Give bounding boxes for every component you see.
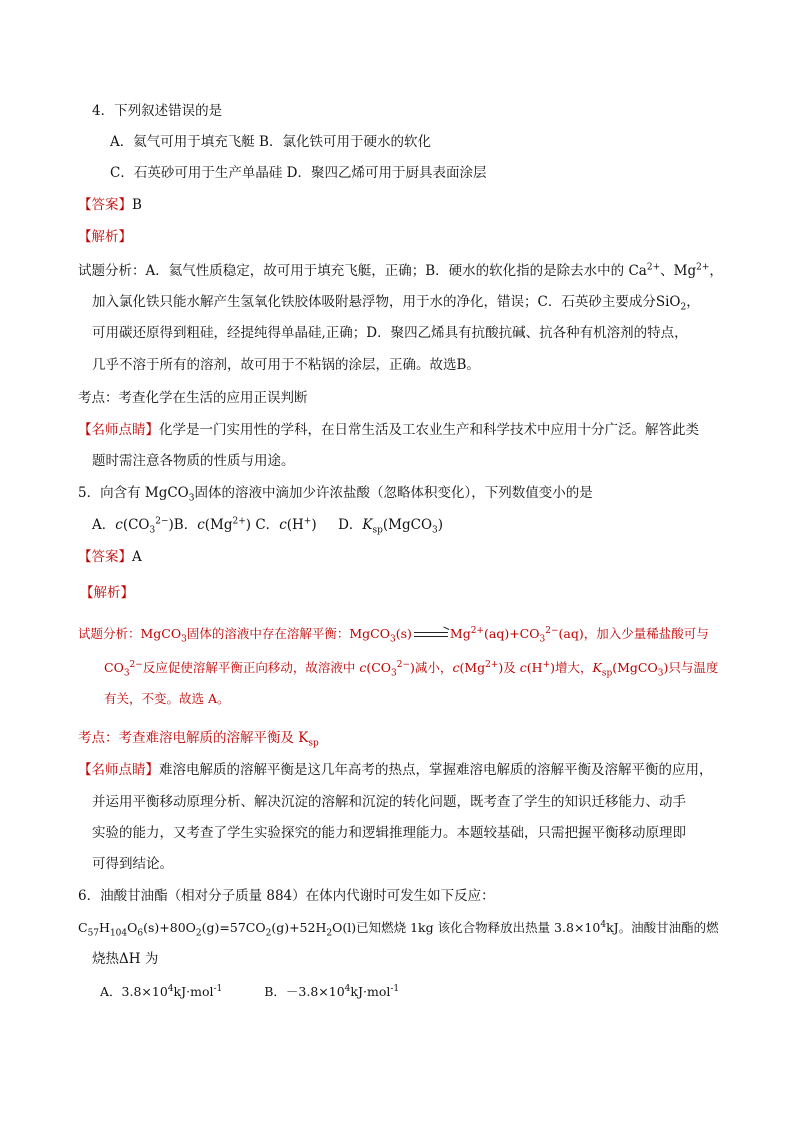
sub: sp [601,668,613,679]
text: )只与温度 [663,660,719,675]
q5-analysis-label: 【解析】 [80,585,134,601]
sup: 2− [155,516,169,527]
chemical-equation: $C_{57}H_{104}O_6(s)+80O_2(g)=57CO_2(g)+52H_2O(l)$ [78,920,357,939]
sup: + [303,516,312,527]
text: (H [526,660,543,675]
sup: 2+ [696,262,710,273]
q4-analysis-line-1 [78,262,723,280]
text: C． [251,517,280,533]
q5-teacher-line-1 [78,761,713,779]
text: (MgCO [382,517,433,533]
sub: 3 [657,668,664,679]
text: ， [686,294,700,310]
sup: -1 [390,983,400,994]
q5-answer [78,548,142,566]
sup: 2+ [470,625,484,636]
q6-stem: 6．油酸甘油酯（相对分子质量 884）在体内代谢时可发生如下反应： [78,888,495,904]
sup: + [542,659,551,670]
text: (H [286,517,304,533]
text: ) [311,517,317,533]
text: 5．向含有 MgCO [78,485,189,501]
teacher-label: 【名师点睛】 [78,762,159,778]
text: B．－3.8×10 [264,984,345,999]
text: )及 [498,660,520,675]
text: D． [338,517,363,533]
q6-equation-line [78,919,719,937]
q5-teacher-line-3: 实验的能力，又考查了学生实验探究的能力和逻辑推理能力。本题较基础，只需把握平衡移动原理即 [92,825,686,841]
sup: 2− [545,625,559,636]
text: 已知燃烧 1kg 该化合物释放出热量 3.8×10 [356,920,601,935]
q5-teacher-line-2: 并运用平衡移动原理分析、解决沉淀的溶解和沉淀的转化问题，既考查了学生的知识迁移能力、动手 [92,794,686,810]
q4-options-cd: C．石英砂可用于生产单晶硅 D．聚四乙烯可用于厨具表面涂层 [110,165,487,181]
text: K [362,517,373,533]
text: (aq)，加入少量稀盐酸可与 [558,626,709,641]
text: 考点：考查难溶电解质的溶解平衡及 K [78,730,309,746]
q6-line-2: 烧热ΔH 为 [92,951,159,967]
answer-value: B [132,197,142,213]
sub: 3 [432,525,438,536]
text: ) [437,517,444,533]
text: 难溶电解质的溶解平衡是这几年高考的热点，掌握难溶电解质的溶解平衡及溶解平衡的应用， [159,762,713,778]
text: A．3.8×10 [100,984,168,999]
text: 化学是一门实用性的学科，在日常生活及工农业生产和科学技术中应用十分广泛。解答此类 [159,422,699,438]
q5-kaodian [78,729,319,747]
text: 试题分析：MgCO [78,626,182,641]
q4-analysis-line-2 [92,293,700,311]
sup: 4 [600,919,607,930]
text: 试题分析：A．氦气性质稳定，故可用于填充飞艇，正确；B．硬水的软化指的是除去水中的 Ca [78,263,647,279]
text: (CO [122,517,150,533]
sup: 4 [167,983,174,994]
text: )增大， [550,660,593,675]
sub: 3 [391,668,397,679]
sub: sp [308,738,319,749]
text: (CO [366,660,392,675]
sub: 2 [680,302,687,313]
text: (aq)+CO [483,626,540,641]
answer-value: A [132,549,142,565]
sub: 3 [539,634,546,645]
q4-answer [78,196,142,214]
q4-teacher-line-2: 题时需注意各物质的性质与用途。 [92,453,295,469]
q5-stem [78,484,593,502]
text: kJ·mol [173,984,214,999]
q4-kaodian: 考点：考查化学在生活的应用正误判断 [78,390,308,406]
text: (Mg [459,660,486,675]
q5-teacher-line-4: 可得到结论。 [92,856,173,872]
sub: 3 [123,668,130,679]
sub: 3 [188,493,195,504]
text: )减小， [410,660,453,675]
q4-analysis-line-4: 几乎不溶于所有的溶剂，故可用于不粘锅的涂层，正确。故选B。 [92,357,480,373]
text: Mg [449,626,471,641]
text: 、Mg [660,263,697,279]
text: 加入氯化铁只能水解产生氢氧化铁胶体吸附悬浮物，用于水的净化，错误；C．石英砂主要成分SiO [92,294,681,310]
sup: -1 [213,983,223,994]
text: A． [92,517,116,533]
text: B． [173,517,198,533]
text: kJ·mol [350,984,391,999]
sup: 2− [396,659,411,670]
text: CO [104,660,124,675]
sup: 2+ [232,516,246,527]
q5-analysis-line-3: 有关，不变。故选 A。 [104,691,230,706]
sub: 3 [389,634,396,645]
sup: 2+ [646,262,661,273]
q4-stem: 4．下列叙述错误的是 [92,103,223,119]
q6-options [100,983,399,1001]
q5-analysis-line-2: $CO_3^{2-}$反应促使溶解平衡正向移动，故溶液中 $c(CO_3^{2-})$减小，$c(Mg^{2+})$及 c(H+)增大，$K_{sp}(MgCO_3)$只与温度 [104,659,719,679]
q5-analysis-line-1 [78,625,709,643]
sub: sp [372,525,383,536]
text: ， [709,263,723,279]
sup: 2− [129,659,143,670]
q5-options: A．$c(CO_3^{2-})B$．$c(Mg^{2+})$ C．c(H+) D．$K_{sp}(MgCO_3)$ [92,516,444,536]
sup: 4 [344,983,351,994]
text: 固体的溶液中存在溶解平衡：MgCO [186,626,390,641]
answer-label: 【答案】 [78,549,132,565]
q4-analysis-line-3: 可用碳还原得到粗硅，经提纯得单晶硅,正确；D．聚四乙烯具有抗酸抗碱、抗各种有机溶剂的特点， [92,325,688,341]
q4-analysis-label: 【解析】 [78,229,132,245]
q4-options-ab: A．氦气可用于填充飞艇 B．氯化铁可用于硬水的软化 [110,134,431,150]
q4-teacher-line-1 [78,421,699,439]
text: (Mg [204,517,233,533]
text: 固体的溶液中滴加少许浓盐酸（忽略体积变化），下列数值变小的是 [194,485,593,501]
equilibrium-arrow-icon [414,630,448,640]
answer-label: 【答案】 [78,197,132,213]
text: ) [168,517,174,533]
sub: 3 [149,525,156,536]
teacher-label: 【名师点睛】 [78,422,159,438]
text: ) [245,517,252,533]
text: (s) [395,626,412,641]
text: 反应促使溶解平衡正向移动，故溶液中 [142,660,360,675]
sub: 3 [181,634,187,645]
sup: 2+ [485,659,499,670]
text: (MgCO [612,660,658,675]
text: kJ。油酸甘油酯的燃 [606,920,719,935]
